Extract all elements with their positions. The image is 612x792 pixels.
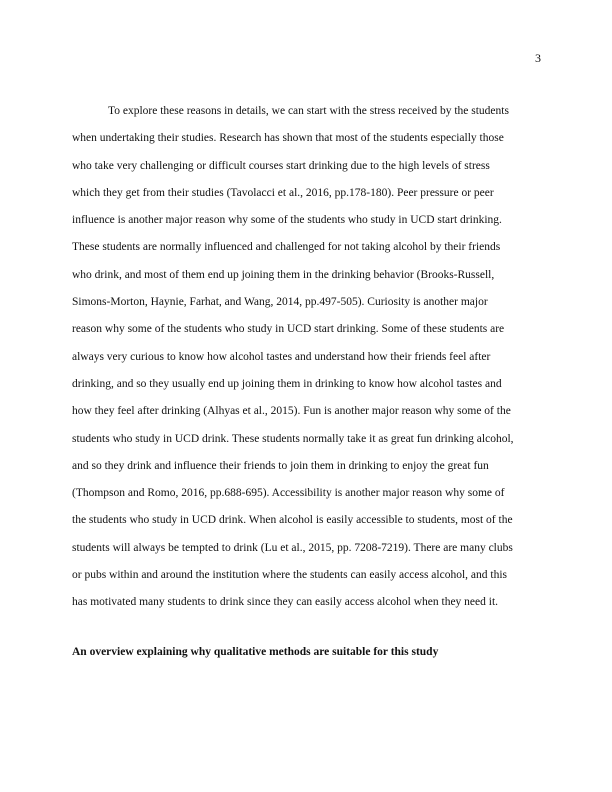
paragraph-line: and so they drink and influence their friends to join them in drinking to enjoy the great fun [72, 459, 489, 472]
paragraph-line: the students who study in UCD drink. When alcohol is easily accessible to students, most of the [72, 514, 513, 527]
paragraph-line: students will always be tempted to drink (Lu et al., 2015, pp. 7208-7219). There are many clubs [72, 541, 513, 554]
paragraph-line: which they get from their studies (Tavolacci et al., 2016, pp.178-180). Peer pressure or peer [72, 186, 494, 199]
paragraph-line: has motivated many students to drink since they can easily access alcohol when they need it. [72, 596, 499, 609]
paragraph-line: Simons-Morton, Haynie, Farhat, and Wang, 2014, pp.497-505). Curiosity is another major [72, 296, 488, 309]
paragraph-line: students who study in UCD drink. These students normally take it as great fun drinking alcohol, [72, 432, 514, 445]
body-paragraph [72, 101, 547, 620]
paragraph-line: reason why some of the students who study in UCD start drinking. Some of these students are [72, 323, 505, 336]
paragraph-line: influence is another major reason why some of the students who study in UCD start drinking. [72, 214, 502, 227]
paragraph-line: how they feel after drinking (Alhyas et al., 2015). Fun is another major reason why some of the [72, 405, 511, 418]
paragraph-line: These students are normally influenced and challenged for not taking alcohol by their friends [72, 241, 501, 254]
paragraph-line: when undertaking their studies. Research has shown that most of the students especially those [72, 132, 504, 145]
section-heading: An overview explaining why qualitative methods are suitable for this study [72, 646, 439, 658]
paragraph-line: drinking, and so they usually end up joining them in drinking to know how alcohol tastes and [72, 377, 502, 390]
paragraph-line: always very curious to know how alcohol tastes and understand how their friends feel after [72, 350, 491, 363]
paragraph-line: who drink, and most of them end up joining them in the drinking behavior (Brooks-Russell, [72, 268, 495, 281]
paragraph-line: (Thompson and Romo, 2016, pp.688-695). Accessibility is another major reason why some of [72, 487, 505, 500]
paragraph-line: who take very challenging or difficult courses start drinking due to the high levels of stress [72, 159, 490, 172]
paragraph-line: To explore these reasons in details, we can start with the stress received by the students [108, 105, 509, 117]
page-number: 3 [535, 51, 541, 65]
paragraph-line: or pubs within and around the institution where the students can easily access alcohol, and this [72, 569, 507, 582]
